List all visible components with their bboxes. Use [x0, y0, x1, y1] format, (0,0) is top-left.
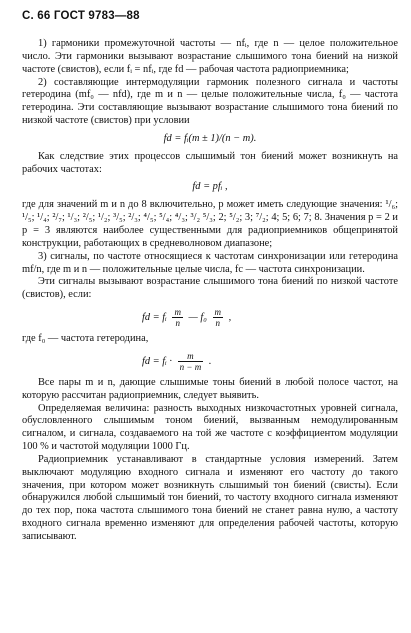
formula-a-fraction-2 [213, 307, 224, 328]
formula-b-frac-den: n − m [179, 361, 202, 372]
paragraph-all-pairs: Все пары m и n, дающие слышимые тоны биений в любой полосе частот, на которую рассчитан радиоприемник, следует выявить. [22, 376, 398, 401]
body-text [22, 38, 398, 544]
formula-a-frac1-num: m [174, 307, 181, 318]
paragraph-p-values: где для значений m и n до 8 включительно, p может иметь следующие значения: ¹/₆; ¹/₅; ¹/₄; ²/₇; ¹/₃; ²/₅; ¹/₂; ³/₅; ²/₃; ⁴/₅; ⁵/₄; ⁴/₃; ³/₂ ⁵/₃; 2; ⁵/₂; 3; ⁷/₂; 4; 5; 6; 7; 8. Значения p = 2 и p = 3 являются наиболее существенными для радиоприемников общепринятой конструкции, работающих в средневолновом диапазоне; [22, 199, 398, 249]
paragraph-heterodyne: где f₀ — частота гетеродина, [22, 333, 149, 345]
paragraph-measured-quantity: Определяемая величина: разность выходных низкочастотных уровней сигнала, обусловленного слышимым тоном биений, вызванным немодулированным сигналом, и сигнала, создаваемого на той же частоте с коэффициентом модуляции 100 % и частотой модуляции 1000 Гц. [22, 402, 398, 453]
paragraph-intermodulation: 2) составляющие интермодуляции гармоник полезного сигнала и частоты гетеродина (mf₀ — nfd), где m и n — целые положительные числа, f₀ — частота гетеродина. Эти составляющие вызывают возрастание слышимого тона биений по низкой частоте (свистов) при условии [22, 76, 398, 127]
page-header: С. 66 ГОСТ 9783—88 [22, 10, 140, 22]
paragraph-sync-signals: 3) сигналы, по частоте относящиеся к частотам синхронизации или гетеродина mf/n, где m и n — положительные целые числа, fc — частота синхронизации. [22, 250, 398, 275]
formula-a-fraction-1 [172, 307, 183, 328]
formula-a-frac2-den: n [215, 318, 220, 329]
formula-b-fraction [178, 351, 204, 372]
formula-a-frac2-num: m [214, 307, 221, 318]
formula-b-frac-num: m [178, 351, 204, 362]
formula-b-tail: . [208, 355, 212, 367]
formula-b-lhs: fd = fᵢ · [142, 355, 173, 367]
formula-fd-ratio [142, 351, 398, 372]
formula-a-mid: — f₀ [188, 311, 207, 323]
paragraph-procedure: Радиоприемник устанавливают в стандартные условия измерений. Затем выключают модуляцию входного сигнала и изменяют его частоту до такого значения, при котором может возникнуть слышимый тон биений (свисты). Если обнаружился любой слышимый тон биений, то частоту входного сигнала изменяют до тех пор, пока частота слышимого тона биений не станет равна нулю, а частоту входного сигнала временно изменяют для определения рабочей частоты, которую записывают. [22, 453, 398, 542]
formula-a-frac1-den: n [175, 318, 180, 329]
formula-fd-pfi: fd = pfᵢ , [192, 181, 228, 193]
formula-fd-difference [142, 307, 398, 328]
paragraph-consequence: Как следствие этих процессов слышимый тон биений может возникнуть на рабочих частотах: [22, 150, 398, 175]
formula-fd-condition: fd = fᵢ(m ± 1)/(n − m). [163, 132, 257, 144]
paragraph-harmonics: 1) гармоники промежуточной частоты — nfᵢ, где n — целое положительное число. Эти гармоники вызывают возрастание слышимого тона биений на низкой частоте (свистов), если fᵢ = nfᵢ, где fd — рабочая частота радиоприемника; [22, 38, 398, 75]
formula-a-lhs: fd = fᵢ [142, 311, 167, 323]
formula-a-tail: , [228, 311, 232, 323]
paragraph-signals-cause: Эти сигналы вызывают возрастание слышимого тона биений по низкой частоте (свистов), если: [22, 276, 398, 301]
